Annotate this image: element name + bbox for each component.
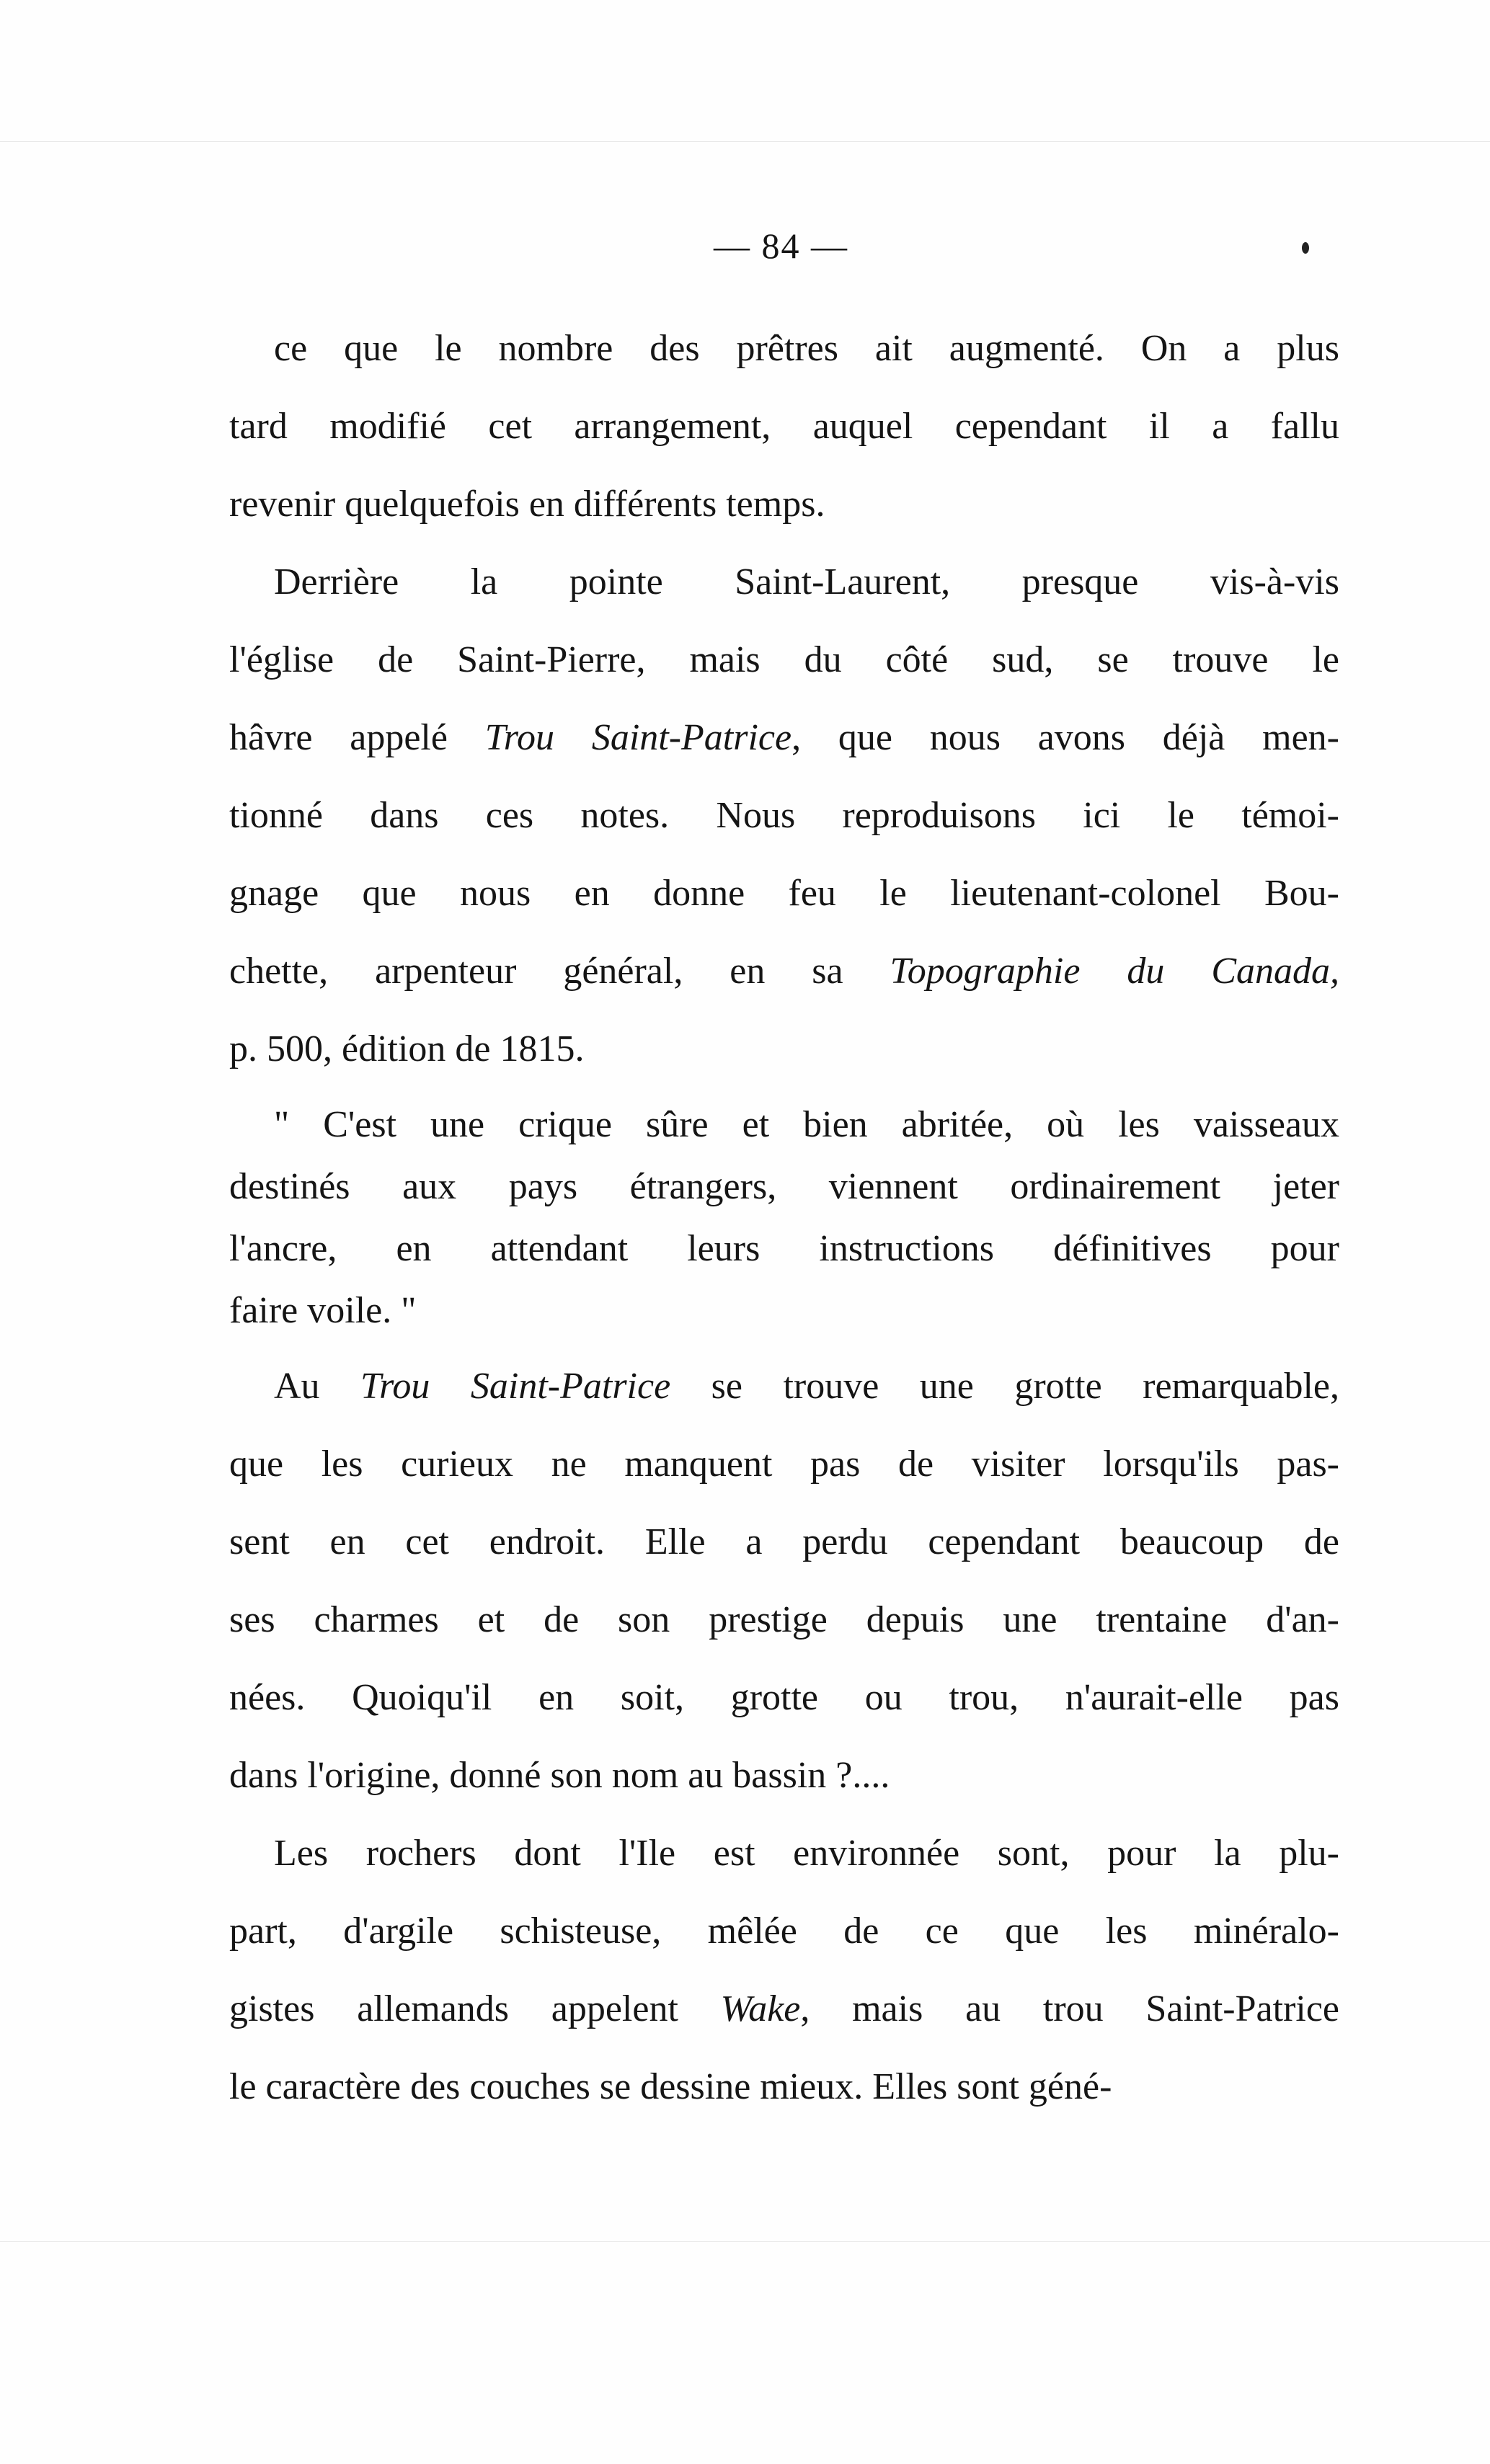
- text-line: ses charmes et de son prestige depuis une trentaine d'an-: [229, 1599, 1339, 1640]
- body-text: [229, 310, 1339, 2126]
- text-line: que les curieux ne manquent pas de visiter lorsqu'ils pas-: [229, 1444, 1339, 1485]
- text-line: destinés aux pays étrangers, viennent ordinairement jeter: [229, 1166, 1339, 1207]
- text-line: ce que le nombre des prêtres ait augmenté. On a plus: [274, 328, 1339, 369]
- ink-speck: [1302, 242, 1309, 254]
- text-line: tard modifié cet arrangement, auquel cependant il a fallu: [229, 406, 1339, 447]
- text-line: l'église de Saint-Pierre, mais du côté sud, se trouve le: [229, 639, 1339, 680]
- text-line: revenir quelquefois en différents temps.: [229, 484, 825, 525]
- text-line: gistes allemands appelent Wake, mais au trou Saint-Patrice: [229, 1988, 1339, 2029]
- text-line: dans l'origine, donné son nom au bassin ?....: [229, 1755, 890, 1796]
- text-line: gnage que nous en donne feu le lieutenant-colonel Bou-: [229, 873, 1339, 914]
- text-line: part, d'argile schisteuse, mêlée de ce que les minéralo-: [229, 1911, 1339, 1952]
- page-number: — 84 —: [714, 226, 848, 266]
- text-line: nées. Quoiqu'il en soit, grotte ou trou, n'aurait-elle pas: [229, 1677, 1339, 1718]
- scan-edge-bottom: [0, 2241, 1490, 2242]
- text-line: l'ancre, en attendant leurs instructions définitives pour: [229, 1228, 1339, 1269]
- text-line: Les rochers dont l'Ile est environnée sont, pour la plu-: [274, 1833, 1339, 1874]
- paragraph: [229, 1348, 1339, 1815]
- italic-title: Topographie du Canada,: [890, 951, 1339, 992]
- quotation-paragraph: [229, 1088, 1339, 1348]
- italic-title: Trou Saint-Patrice: [360, 1366, 671, 1407]
- text-line: Derrière la pointe Saint-Laurent, presque vis-à-vis: [274, 561, 1339, 602]
- paragraph: [229, 310, 1339, 543]
- paragraph: [229, 543, 1339, 1088]
- paragraph: [229, 1815, 1339, 2126]
- text-line: p. 500, édition de 1815.: [229, 1028, 585, 1069]
- text-line: " C'est une crique sûre et bien abritée, où les vaisseaux: [274, 1104, 1339, 1145]
- text-line: faire voile. ": [229, 1290, 417, 1331]
- text-line: hâvre appelé Trou Saint-Patrice, que nous avons déjà men-: [229, 717, 1339, 758]
- text-line: Au Trou Saint-Patrice se trouve une grotte remarquable,: [274, 1366, 1339, 1407]
- text-line: chette, arpenteur général, en sa Topographie du Canada,: [229, 951, 1339, 992]
- italic-title: Trou Saint-Patrice: [484, 717, 792, 758]
- scan-edge-top: [0, 141, 1490, 142]
- text-line: tionné dans ces notes. Nous reproduisons ici le témoi-: [229, 795, 1339, 836]
- text-line: sent en cet endroit. Elle a perdu cependant beaucoup de: [229, 1521, 1339, 1562]
- italic-title: Wake: [720, 1988, 801, 2029]
- text-line: le caractère des couches se dessine mieux. Elles sont géné-: [229, 2066, 1112, 2107]
